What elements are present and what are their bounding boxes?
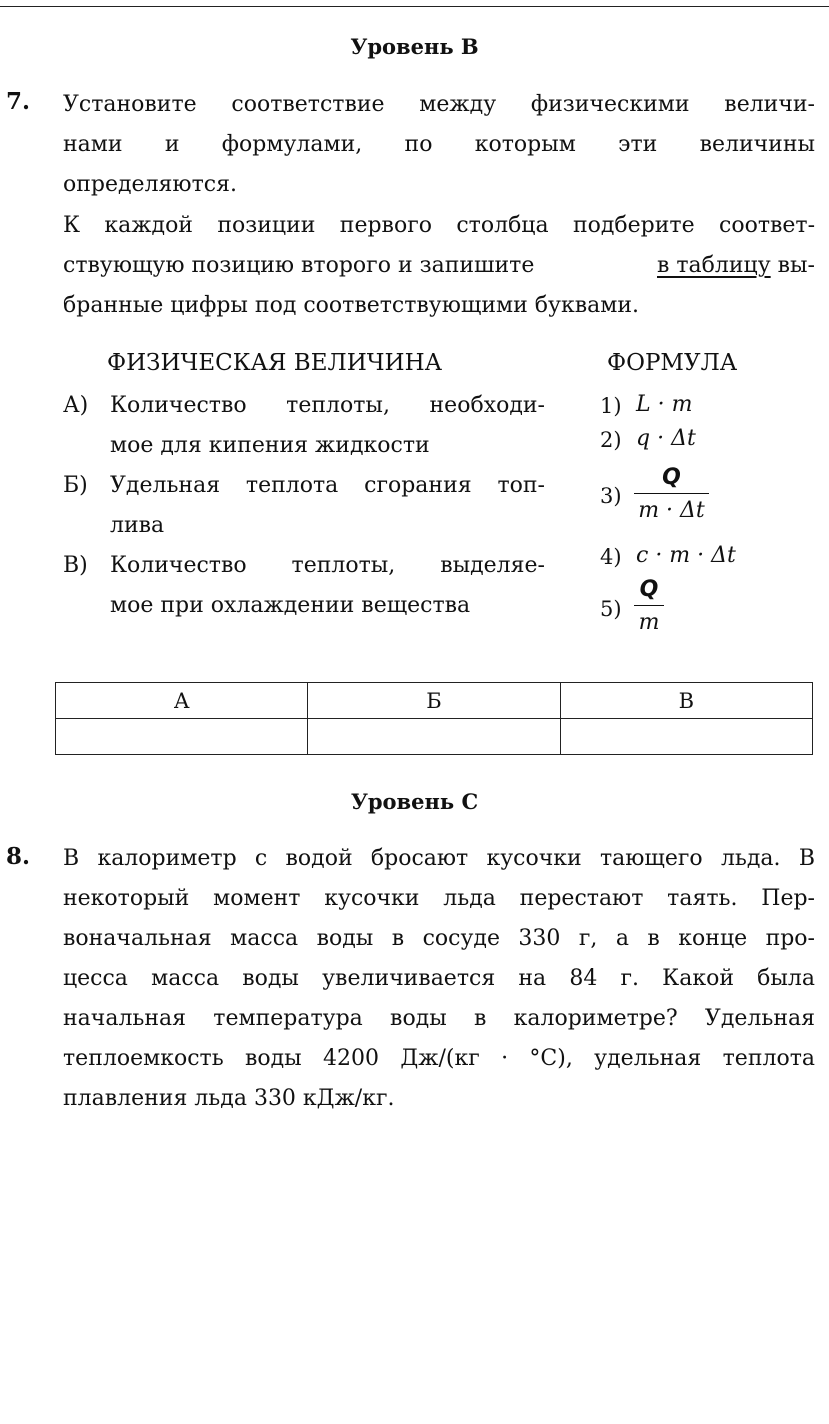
answer-cell-a[interactable] — [56, 719, 308, 755]
item-a-letter: А) — [63, 393, 89, 418]
q7-line-5-hyphen: вы- — [777, 253, 815, 278]
q7-line-6: бранные цифры под соответствующими буквами. — [63, 293, 639, 318]
question-8-number: 8. — [6, 843, 31, 870]
q7-line-5-end — [657, 246, 815, 286]
level-c-heading: Уровень С — [350, 789, 479, 814]
question-8-text — [63, 839, 815, 1119]
question-7-number: 7. — [6, 88, 31, 115]
formula-5-number: 5) — [600, 597, 622, 621]
item-v-line-1: Количество теплоты, выделяе- — [110, 553, 545, 578]
item-v-letter: В) — [63, 553, 88, 578]
item-a-text — [110, 386, 545, 466]
formula-5-fraction-bar — [634, 605, 664, 606]
formula-3-fraction — [634, 465, 709, 524]
question-7-instruction — [63, 85, 815, 205]
formula-5-denominator: m — [638, 610, 660, 635]
column-head-quantity: ФИЗИЧЕСКАЯ ВЕЛИЧИНА — [107, 350, 443, 376]
formula-2-expression: q · Δt — [636, 426, 696, 451]
item-a-line-2: мое для кипения жидкости — [110, 433, 430, 458]
formula-3-number: 3) — [600, 484, 622, 508]
item-b-text — [110, 466, 545, 546]
item-b-line-1: Удельная теплота сгорания топ- — [110, 473, 545, 498]
q7-line-5-text: ствующую позицию второго и запишите — [63, 253, 535, 278]
q8-line-4: цесса масса воды увеличивается на 84 г. Какой была — [63, 966, 815, 991]
q7-line-1: Установите соответствие между физическими величи- — [63, 92, 815, 117]
formula-4-number: 4) — [600, 545, 622, 569]
answer-header-v: В — [560, 683, 812, 719]
answer-table-header-row — [56, 683, 813, 719]
column-head-formula: ФОРМУЛА — [607, 350, 738, 376]
item-v-text — [110, 546, 545, 626]
underlined-table-word: в таблицу — [657, 253, 771, 278]
formula-3-numerator: Q — [662, 465, 681, 490]
q7-line-4: К каждой позиции первого столбца подберите соответ- — [63, 213, 815, 238]
item-v-line-2: мое при охлаждении вещества — [110, 593, 471, 618]
formula-5-fraction — [634, 577, 664, 636]
question-7-task — [63, 206, 815, 326]
item-b-letter: Б) — [63, 473, 88, 498]
formula-3-denominator: m · Δt — [638, 498, 705, 523]
formula-3-fraction-bar — [634, 493, 709, 494]
answer-header-a: А — [56, 683, 308, 719]
answer-header-b: Б — [308, 683, 560, 719]
answer-table-input-row — [56, 719, 813, 755]
q7-line-2: нами и формулами, по которым эти величины — [63, 132, 815, 157]
q8-line-7: плавления льда 330 кДж/кг. — [63, 1086, 395, 1111]
q8-line-3: воначальная масса воды в сосуде 330 г, а в конце про- — [63, 926, 815, 951]
q7-line-5 — [63, 246, 815, 286]
formula-2-number: 2) — [600, 428, 622, 452]
level-b-heading: Уровень В — [350, 34, 479, 59]
q8-line-5: начальная температура воды в калориметре? Удельная — [63, 1006, 815, 1031]
q7-line-3: определяются. — [63, 172, 237, 197]
q8-line-2: некоторый момент кусочки льда перестают таять. Пер- — [63, 886, 815, 911]
answer-cell-v[interactable] — [560, 719, 812, 755]
answer-table — [55, 682, 813, 755]
top-rule — [0, 6, 829, 7]
item-b-line-2: лива — [110, 513, 165, 538]
q8-line-1: В калориметр с водой бросают кусочки тающего льда. В — [63, 846, 815, 871]
formula-5-numerator: Q — [639, 577, 659, 602]
answer-cell-b[interactable] — [308, 719, 560, 755]
q8-line-6: теплоемкость воды 4200 Дж/(кг · °С), удельная теплота — [63, 1046, 815, 1071]
formula-1-number: 1) — [600, 394, 622, 418]
item-a-line-1: Количество теплоты, необходи- — [110, 393, 545, 418]
formula-1-expression: L · m — [636, 392, 693, 417]
formula-4-expression: c · m · Δt — [636, 543, 736, 568]
